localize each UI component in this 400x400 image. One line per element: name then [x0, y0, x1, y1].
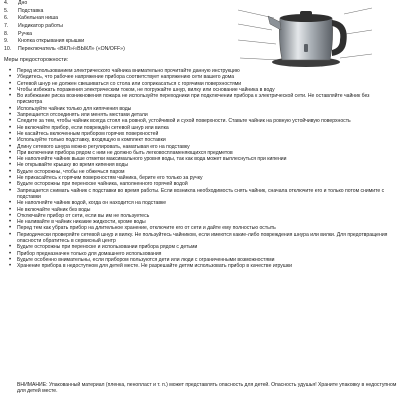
- part-item: [4, 23, 204, 31]
- part-label: Индикатор работы: [18, 23, 63, 30]
- parts-list: [4, 0, 204, 54]
- safety-rule: • Отключайте прибор от сети, если вы им не пользуетесь: [8, 213, 394, 219]
- safety-rule: • Будьте осторожны при переноске чайника, наполненного горячей водой: [8, 181, 394, 187]
- part-item: [4, 0, 204, 8]
- part-number: 10.: [4, 46, 12, 53]
- safety-rule: • Запрещается отсоединять или менять местами детали: [8, 112, 394, 118]
- safety-rule: • Во избежание риска возникновения пожара не используйте переходники при подключении прибора к электрической сети. Не оставляйте чайник без присмотра: [8, 93, 394, 106]
- part-number: 8.: [4, 30, 9, 37]
- safety-rule: • Не касайтесь включенным прибором горячих поверхностей: [8, 131, 394, 137]
- part-item: [4, 38, 204, 46]
- safety-rule: • Будьте осторожны, чтобы не обжечься паром: [8, 169, 394, 175]
- safety-rule: • Запрещается снимать чайник с подставки во время работы. Если возникла необходимость снять чайник, сначала отключите его и только потом снимите с подставки: [8, 188, 394, 201]
- safety-rule: • Не наливайте в чайник никакие жидкости, кроме воды: [8, 219, 394, 225]
- part-label: Дно: [18, 0, 28, 6]
- safety-rule: • При включении прибора рядом с ним не должно быть легковоспламеняющихся предметов: [8, 150, 394, 156]
- safety-rule: • Не наполняйте чайник водой, когда он находится на подставке: [8, 200, 394, 206]
- part-item: [4, 31, 204, 39]
- safety-rule: • Периодически проверяйте сетевой шнур и вилку. Не пользуйтесь чайником, если имеются какие-либо повреждения шнура или вилки. Для предотвращения опасности обратитесь в сервисный центр: [8, 232, 394, 245]
- safety-rule: • Будьте особенно внимательны, если прибором пользуются дети или люди с ограниченными возможностями: [8, 257, 394, 263]
- part-label: Ручка: [18, 30, 33, 37]
- safety-title: Меры предосторожности:: [4, 57, 69, 63]
- part-number: 7.: [4, 23, 9, 30]
- safety-rule: • Используйте только подставку, входящую в комплект поставки: [8, 137, 394, 143]
- safety-rule: • Перед использованием электрического чайника внимательно прочитайте данную инструкцию: [8, 68, 394, 74]
- safety-rule: • Не включайте чайник без воды: [8, 207, 394, 213]
- safety-rule: • Хранение прибора в недоступном для детей месте. Не разрешайте детям использовать прибор в качестве игрушки: [8, 263, 394, 269]
- safety-rule: • Не включайте прибор, если повреждён сетевой шнур или вилка: [8, 125, 394, 131]
- part-label: Кнопка открывания крышки: [18, 38, 85, 45]
- safety-rule: • Перед тем как убрать прибор на длительное хранение, отключите его от сети и дайте ему полностью остыть: [8, 225, 394, 231]
- safety-rule: • Убедитесь, что рабочее напряжение прибора соответствует напряжению сети вашего дома: [8, 74, 394, 80]
- safety-rule: • Не прикасайтесь к горячим поверхностям чайника, берите его только за ручку: [8, 175, 394, 181]
- safety-rule: • Прибор предназначен только для домашнего использования: [8, 251, 394, 257]
- safety-rule: • Длину сетевого шнура можно регулировать, наматывая его на подставку: [8, 144, 394, 150]
- part-item: [4, 46, 204, 54]
- part-label: Переключатель «ВКЛ»/«ВЫКЛ» («ON/OFF»): [18, 46, 125, 53]
- safety-rule: • Не открывайте крышку во время кипения воды: [8, 162, 394, 168]
- safety-rule: • Будьте осторожны при переноске и использовании прибора рядом с детьми: [8, 244, 394, 250]
- safety-rule: • Следите за тем, чтобы чайник всегда стоял на ровной, устойчивой и сухой поверхности. Ставьте чайник на ровную устойчивую поверхность: [8, 118, 394, 124]
- safety-rule: • Не наполняйте чайник выше отметки максимального уровня воды, так как вода может выплеснуться при кипении: [8, 156, 394, 162]
- part-item: [4, 8, 204, 16]
- part-label: Подставка: [18, 7, 44, 14]
- part-number: 6.: [4, 15, 9, 22]
- part-number: 9.: [4, 38, 9, 45]
- packaging-warning: ВНИМАНИЕ: Упакованный материал (пленка, пенопласт и т. п.) может представлять опасность для детей. Опасность удушья! Храните упаковку в недоступном для детей месте.: [17, 382, 397, 395]
- safety-rule: • Чтобы избежать поражения электрическим током, не погружайте шнур, вилку или основание чайника в воду: [8, 87, 394, 93]
- part-number: 4.: [4, 0, 9, 6]
- kettle-illustration: [236, 0, 376, 70]
- safety-rules-list: [8, 68, 394, 270]
- part-item: [4, 15, 204, 23]
- safety-rule: • Используйте чайник только для кипячения воды: [8, 106, 394, 112]
- part-label: Кабельная ниша: [18, 15, 59, 22]
- part-number: 5.: [4, 7, 9, 14]
- safety-rule: • Сетевой шнур не должен свешиваться со стола или соприкасаться с горячими поверхностями: [8, 81, 394, 87]
